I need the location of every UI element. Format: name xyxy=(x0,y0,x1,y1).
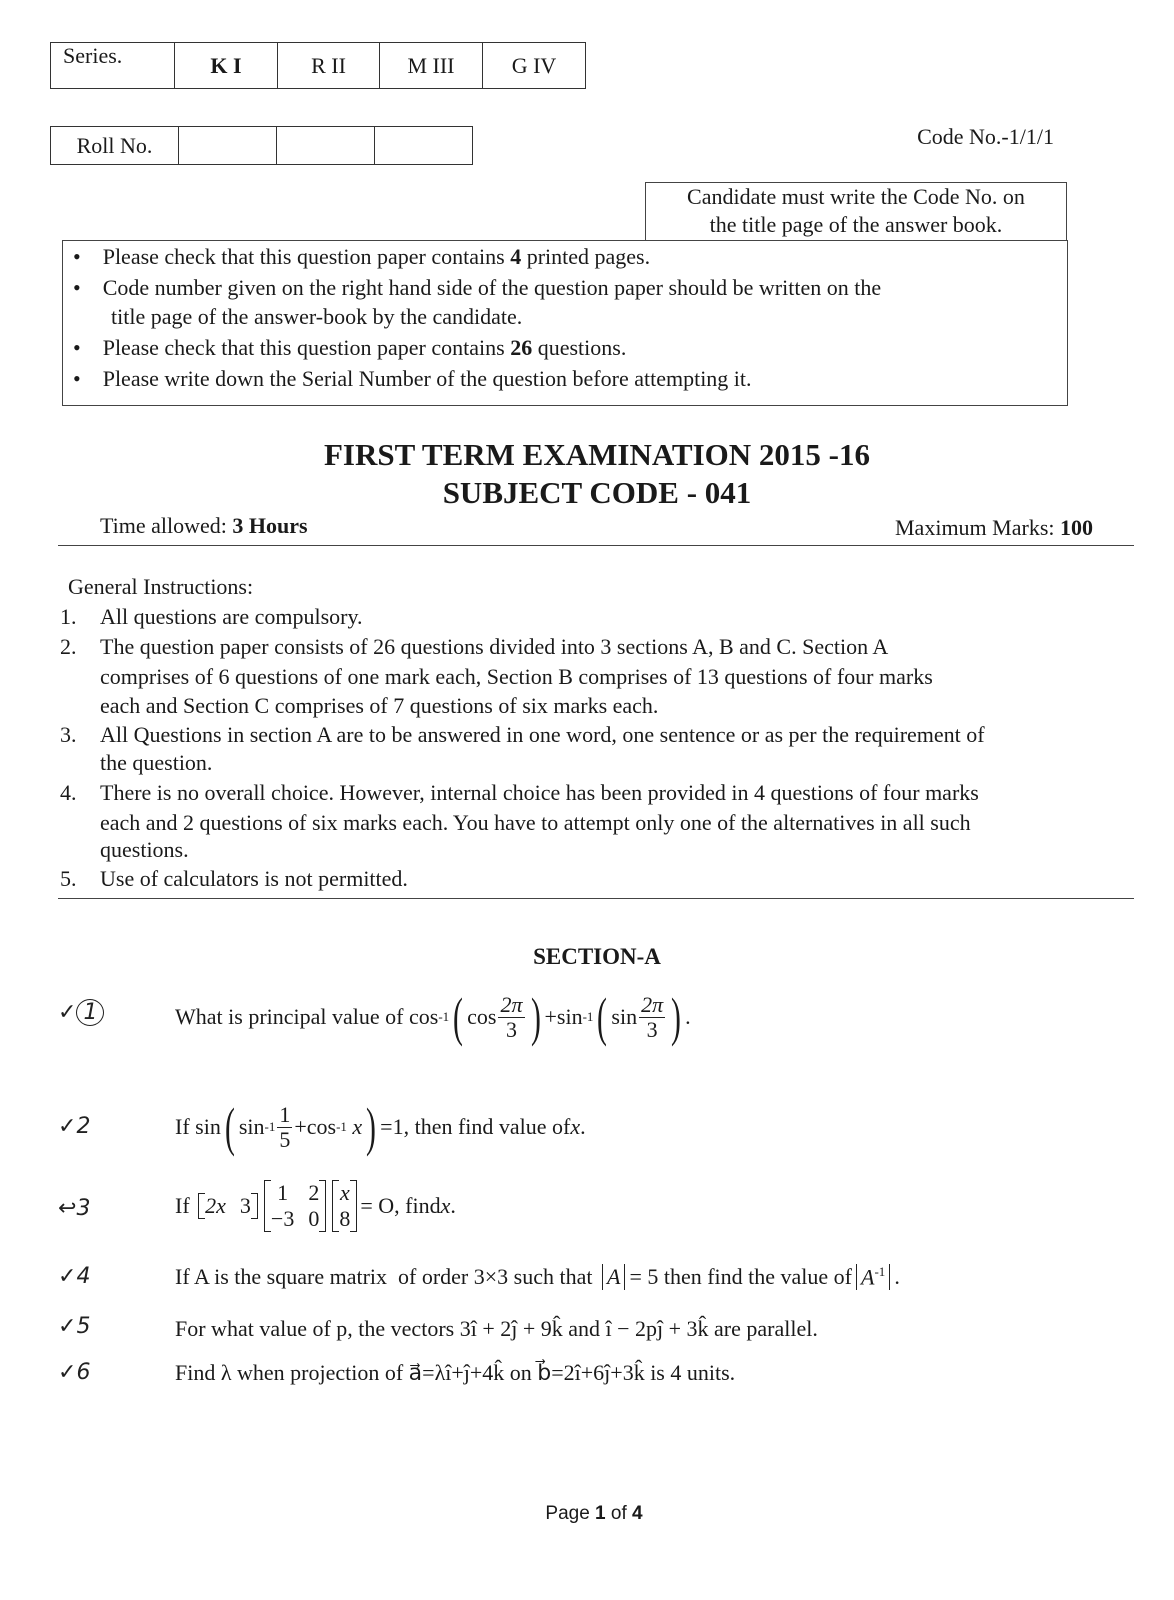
series-label: Series. xyxy=(51,43,175,89)
question-5: For what value of p, the vectors 3î + 2ĵ + 9k̂ and î − 2pĵ + 3k̂ are parallel. xyxy=(175,1316,818,1341)
subject-code: SUBJECT CODE - 041 xyxy=(442,475,752,510)
question-6: Find λ when projection of a⃗=λî+ĵ+4k̂ on b⃗=2î+6ĵ+3k̂ is 4 units. xyxy=(175,1360,736,1385)
notices-box xyxy=(62,240,1068,406)
roll-cell xyxy=(179,127,277,165)
time-allowed: Time allowed: 3 Hours xyxy=(100,513,308,538)
candidate-note-box xyxy=(645,182,1067,241)
exam-title: FIRST TERM EXAMINATION 2015 -16 xyxy=(324,437,870,472)
maximum-marks: Maximum Marks: 100 xyxy=(895,515,1093,540)
divider xyxy=(58,545,1134,546)
series-table xyxy=(50,42,586,89)
instruction-2-cont: each and Section C comprises of 7 questions of six marks each. xyxy=(100,693,659,718)
instruction-4-cont: questions. xyxy=(100,837,189,862)
general-instructions-heading: General Instructions: xyxy=(68,574,254,599)
series-m: M III xyxy=(380,43,483,89)
roll-no-label: Roll No. xyxy=(51,127,179,165)
notice-4: • Please write down the Serial Number of the question before attempting it. xyxy=(73,366,752,391)
page-number: Page 1 of 4 xyxy=(545,1503,643,1524)
handwritten-check-icon: ✓2 xyxy=(58,1114,91,1139)
roll-cell xyxy=(277,127,375,165)
question-1: What is principal value of cos -1 ( cos $\frac{2\pi}{3}$ ) +sin -1 ( sin $\frac{2\pi}{3}$ ) . xyxy=(175,987,691,1047)
handwritten-check-icon: ✓4 xyxy=(58,1264,91,1289)
instruction-4-cont: each and 2 questions of six marks each. You have to attempt only one of the alternatives in all such xyxy=(100,810,971,835)
section-heading: SECTION-A xyxy=(533,944,661,969)
notice-3: • Please check that this question paper contains 26 questions. xyxy=(73,335,627,360)
notice-1: • Please check that this question paper contains 4 printed pages. xyxy=(73,244,651,269)
candidate-note-line: Candidate must write the Code No. on xyxy=(687,184,1025,209)
series-g: G IV xyxy=(483,43,586,89)
divider xyxy=(58,898,1134,899)
roll-no-table xyxy=(50,126,473,165)
instruction-2-cont: comprises of 6 questions of one mark each, Section B comprises of 13 questions of four marks xyxy=(100,664,933,689)
handwritten-check-icon: ✓6 xyxy=(58,1360,91,1385)
notice-2: • Code number given on the right hand side of the question paper should be written on the xyxy=(73,275,882,300)
instruction-1: 1. All questions are compulsory. xyxy=(60,604,363,629)
handwritten-check-icon: ↩3 xyxy=(58,1196,91,1221)
candidate-note-line: the title page of the answer book. xyxy=(709,212,1003,237)
question-2: If sin ( sin -1 $\frac{1}{5}$ +cos -1 x ) =1, then find value of x . xyxy=(175,1097,586,1157)
series-r: R II xyxy=(278,43,380,89)
code-no: Code No.-1/1/1 xyxy=(917,124,1054,149)
instruction-3-cont: the question. xyxy=(100,750,213,775)
instruction-3: 3. All Questions in section A are to be answered in one word, one sentence or as per the requirement of xyxy=(60,722,985,747)
handwritten-check-icon: ✓ 1 xyxy=(58,1000,148,1040)
question-3: If 2x 3 1 2 −3 0 x 8 = O, find x . xyxy=(175,1180,456,1231)
series-k: K I xyxy=(175,43,278,89)
instruction-2: 2. The question paper consists of 26 questions divided into 3 sections A, B and C. Section A xyxy=(60,634,889,659)
instruction-5: 5. Use of calculators is not permitted. xyxy=(60,866,408,891)
roll-cell xyxy=(375,127,473,165)
question-4: If A is the square matrix of order 3×3 such that A = 5 then find the value of $A^{-1}$ . xyxy=(175,1264,900,1290)
notice-2-cont: title page of the answer-book by the candidate. xyxy=(111,304,523,329)
instruction-4: 4. There is no overall choice. However, internal choice has been provided in 4 questions of four marks xyxy=(60,780,979,805)
handwritten-check-icon: ✓5 xyxy=(58,1314,91,1339)
